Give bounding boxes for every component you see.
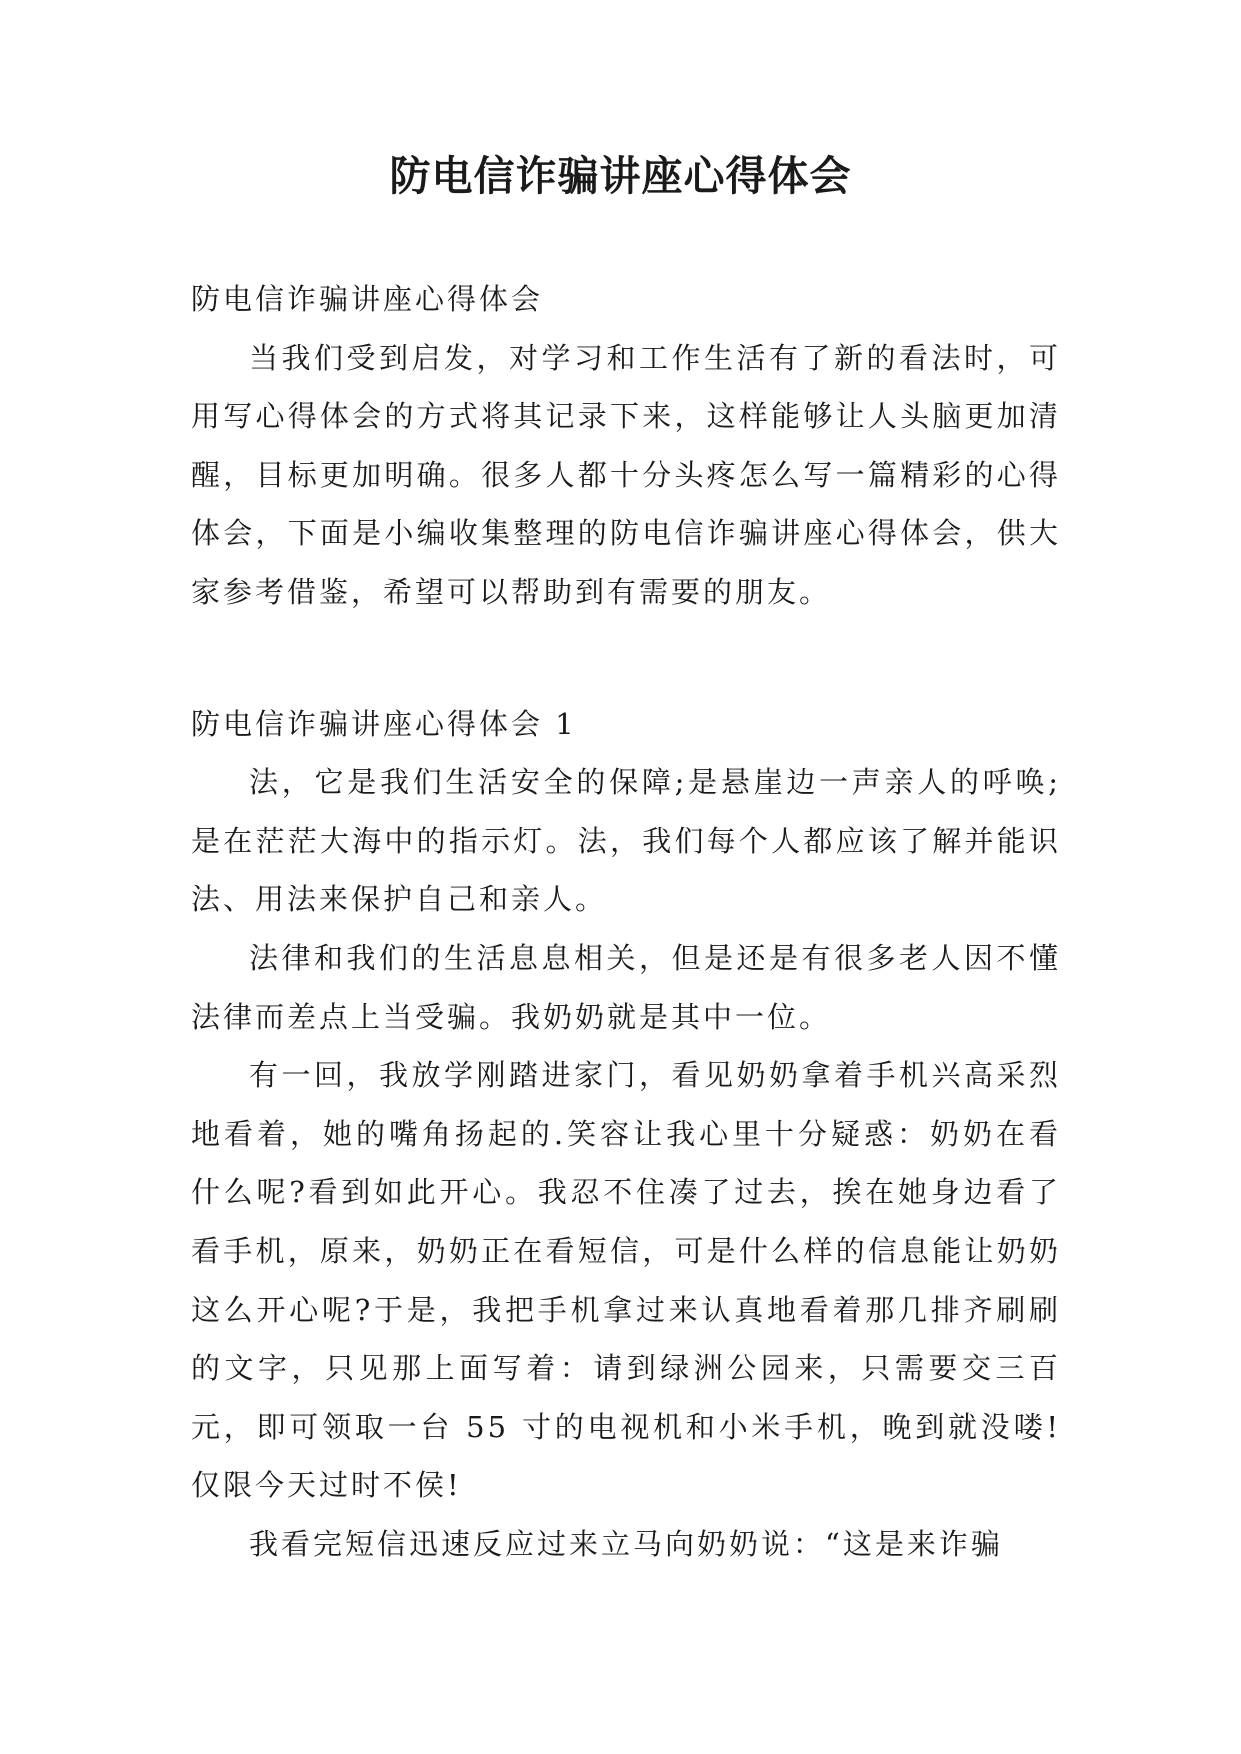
document-title: 防电信诈骗讲座心得体会 [389,152,852,200]
document-body [191,270,1061,1573]
intro-heading: 防电信诈骗讲座心得体会 [191,282,544,316]
body-paragraph: 法律和我们的生活息息相关，但是还是有很多老人因不懂法律而差点上当受骗。我奶奶就是其中一位。 [191,940,1061,1034]
section-spacer [191,622,1061,695]
section-heading: 防电信诈骗讲座心得体会 1 [191,706,577,741]
body-paragraph: 我看完短信迅速反应过来立马向奶奶说：“这是来诈骗 [249,1526,1003,1561]
intro-paragraph: 当我们受到启发，对学习和工作生活有了新的看法时，可用写心得体会的方式将其记录下来，这样能够让人头脑更加清醒，目标更加明确。很多人都十分头疼怎么写一篇精彩的心得体会，下面是小编收集整理的防电信诈骗讲座心得体会，供大家参考借鉴，希望可以帮助到有需要的朋友。 [191,340,1061,609]
body-paragraph: 法，它是我们生活安全的保障;是悬崖边一声亲人的呼唤;是在茫茫大海中的指示灯。法，我们每个人都应该了解并能识法、用法来保护自己和亲人。 [191,765,1061,917]
body-paragraph: 有一回，我放学刚踏进家门，看见奶奶拿着手机兴高采烈地看着，她的嘴角扬起的.笑容让我心里十分疑惑：奶奶在看什么呢?看到如此开心。我忍不住凑了过去，挨在她身边看了看手机，原来，奶奶正在看短信，可是什么样的信息能让奶奶这么开心呢?于是，我把手机拿过来认真地看着那几排齐刷刷的文字，只见那上面写着：请到绿洲公园来，只需要交三百元，即可领取一台 55 寸的电视机和小米手机，晚到就没喽!仅限今天过时不侯! [191,1058,1061,1503]
